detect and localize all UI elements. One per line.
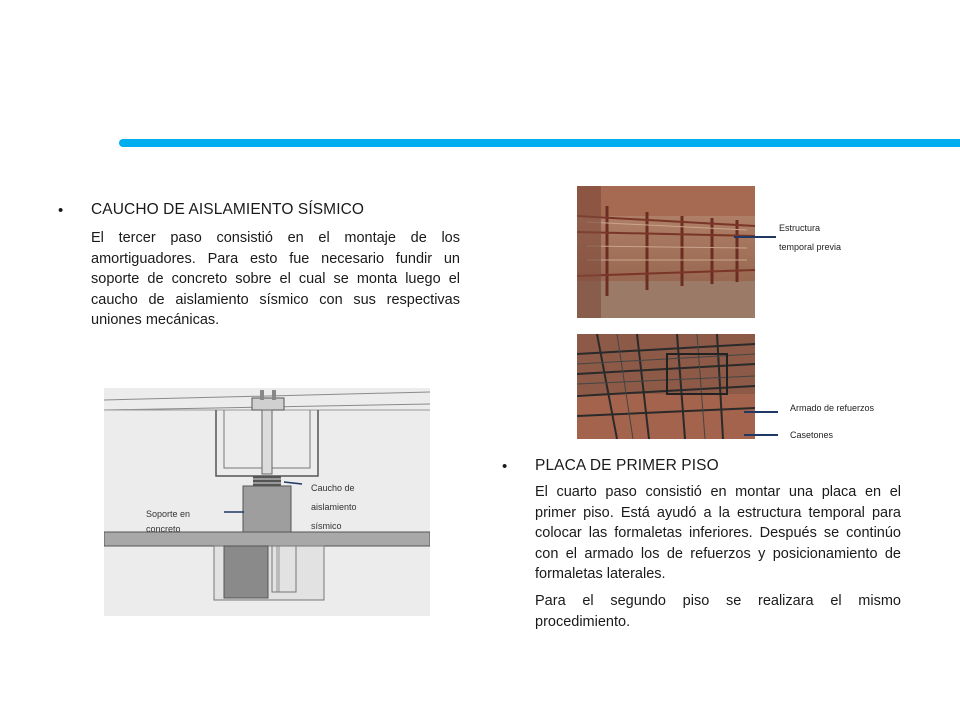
- isolator-diagram: [104, 388, 430, 616]
- label-rubber-2: aislamiento: [311, 502, 357, 512]
- label-temporary-structure-1: Estructura: [779, 223, 821, 233]
- isolator-drawing: [104, 388, 430, 616]
- bullet-section-2: •: [502, 458, 508, 475]
- leader-casetones: [744, 434, 778, 436]
- label-temporary-structure-2: temporal previa: [779, 242, 842, 252]
- section-1-body: El tercer paso consistió en el montaje de los amortiguadores. Para esto fue necesario fundir un soporte de concreto sobre el cual se monta luego el caucho de aislamiento sísmico con sus respectivas uniones mecánicas.: [91, 230, 460, 328]
- section-2-body-2: Para el segundo piso se realizara el mismo procedimiento.: [535, 593, 901, 630]
- label-casetones: Casetones: [790, 430, 834, 440]
- section-2-body-1: El cuarto paso consistió en montar una placa en el primer piso. Está ayudó a la estructura temporal para colocar las formaletas inferiores. Después se continúo con el armado los de refuerzos y posicionamiento de formaletas laterales.: [535, 484, 901, 582]
- bullet-section-1: •: [58, 202, 64, 219]
- leader-rebar: [744, 411, 778, 413]
- label-rebar: Armado de refuerzos: [790, 403, 875, 413]
- section-1-title: CAUCHO DE AISLAMIENTO SÍSMICO: [91, 201, 365, 218]
- label-support-2: concreto: [146, 524, 181, 534]
- photo-rebar: [577, 334, 755, 439]
- leader-temporary-structure: [734, 236, 776, 238]
- label-rubber-1: Caucho de: [311, 483, 355, 493]
- photo-temporary-structure: [577, 186, 755, 318]
- label-support-1: Soporte en: [146, 509, 191, 519]
- label-rubber-3: sísmico: [311, 521, 342, 531]
- section-2-title: PLACA DE PRIMER PISO: [535, 457, 719, 474]
- header-accent-bar: [119, 139, 960, 147]
